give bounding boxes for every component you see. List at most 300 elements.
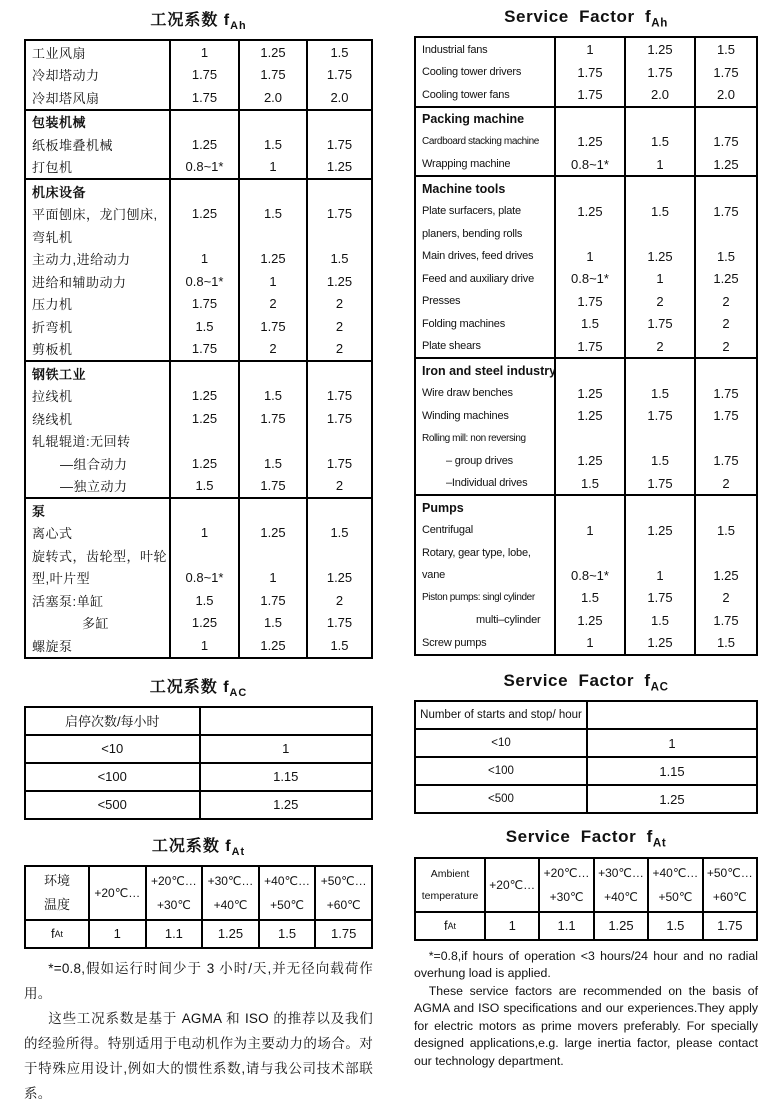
header-line1: Ambient bbox=[430, 867, 470, 880]
row-value: 1.5 bbox=[647, 913, 701, 939]
table-row bbox=[26, 156, 371, 179]
row-value: 1.25 bbox=[624, 631, 694, 654]
row-value: 1.75 bbox=[169, 338, 238, 361]
row-label: <10 bbox=[491, 737, 511, 750]
table-row bbox=[26, 497, 371, 522]
row-value: 1.75 bbox=[238, 475, 306, 498]
row-value bbox=[238, 111, 306, 134]
row-value: 1.75 bbox=[238, 64, 306, 87]
table-row bbox=[26, 634, 371, 657]
row-value: 1.15 bbox=[199, 764, 372, 790]
table-row bbox=[26, 203, 371, 226]
row-value: 1.75 bbox=[624, 61, 694, 84]
row-value: 1.5 bbox=[624, 130, 694, 153]
fah-en-title-subscript: Ah bbox=[651, 17, 668, 30]
table-row bbox=[416, 312, 756, 335]
temp-range-header bbox=[593, 859, 647, 911]
table-header-row bbox=[416, 702, 756, 728]
table-row bbox=[26, 109, 371, 134]
range-bottom: +40℃ bbox=[213, 898, 248, 913]
row-value bbox=[624, 222, 694, 245]
row-value: 1.75 bbox=[554, 61, 624, 84]
row-value: 1.5 bbox=[238, 385, 306, 408]
fat-row-label bbox=[26, 921, 88, 947]
fah-en-title-text: Service Factor f bbox=[504, 7, 652, 26]
row-value bbox=[306, 544, 371, 567]
row-value: 1.25 bbox=[306, 156, 371, 179]
row-label: 冷却塔动力 bbox=[32, 68, 100, 84]
row-value: 1.75 bbox=[238, 407, 306, 430]
table-row bbox=[416, 38, 756, 61]
table-row bbox=[416, 382, 756, 405]
row-label: Packing machine bbox=[422, 112, 525, 127]
table-row bbox=[416, 245, 756, 268]
row-label: 旋转式，齿轮型，叶轮 bbox=[32, 548, 168, 564]
fah-cn-title-subscript: Ah bbox=[230, 20, 247, 33]
row-value: 1.75 bbox=[314, 921, 371, 947]
row-value bbox=[554, 359, 624, 382]
row-label: – group drives bbox=[446, 454, 513, 467]
table-row bbox=[26, 567, 371, 590]
row-value bbox=[169, 180, 238, 203]
temp-range-header bbox=[538, 859, 592, 911]
table-row bbox=[26, 41, 371, 64]
row-value: 1 bbox=[624, 267, 694, 290]
row-value: 1.75 bbox=[169, 86, 238, 109]
row-value: 2 bbox=[694, 586, 756, 609]
row-value: 1.25 bbox=[694, 564, 756, 587]
table-row bbox=[416, 541, 756, 564]
row-label: <100 bbox=[97, 769, 127, 785]
row-label: 剪板机 bbox=[32, 342, 73, 358]
row-value: 1.5 bbox=[624, 382, 694, 405]
fah-en-title bbox=[414, 7, 758, 29]
row-value: 1.75 bbox=[306, 452, 371, 475]
row-value: 1.75 bbox=[694, 609, 756, 632]
header-line2: 温度 bbox=[43, 897, 70, 913]
ambient-temperature-header bbox=[416, 859, 484, 911]
row-label: Rolling mill: non reversing bbox=[422, 432, 526, 444]
row-label: 轧辊辊道:无回转 bbox=[32, 434, 131, 450]
row-value: 2 bbox=[694, 312, 756, 335]
row-value: 1.5 bbox=[306, 634, 371, 657]
table-row bbox=[416, 586, 756, 609]
row-label: <10 bbox=[101, 741, 124, 757]
fac-en-title-subscript: AC bbox=[650, 681, 669, 694]
table-row bbox=[26, 430, 371, 453]
fah-cn-title bbox=[24, 7, 373, 32]
row-value bbox=[169, 544, 238, 567]
row-value bbox=[624, 496, 694, 519]
row-value bbox=[624, 427, 694, 450]
row-value: 1.75 bbox=[694, 130, 756, 153]
row-label: vane bbox=[422, 569, 446, 582]
row-label: 包装机械 bbox=[32, 115, 87, 131]
row-value bbox=[624, 108, 694, 131]
row-label: 型,叶片型 bbox=[32, 571, 91, 587]
row-label: 主动力,进给动力 bbox=[32, 252, 131, 268]
row-value bbox=[306, 499, 371, 522]
row-label: 平面刨床，龙门刨床, bbox=[32, 207, 158, 223]
row-value: 2 bbox=[624, 335, 694, 358]
row-value bbox=[238, 544, 306, 567]
range-top: +20℃… bbox=[94, 886, 141, 901]
row-label: 钢铁工业 bbox=[32, 366, 87, 382]
row-value: 0.8~1* bbox=[554, 153, 624, 176]
starts-per-hour-header: Number of starts and stop/ hour bbox=[420, 709, 582, 722]
row-value: 0.8~1* bbox=[169, 156, 238, 179]
row-value: 1 bbox=[586, 730, 756, 756]
table-row bbox=[26, 270, 371, 293]
row-value: 1.5 bbox=[694, 519, 756, 542]
row-value: 1.75 bbox=[169, 64, 238, 87]
row-value bbox=[306, 180, 371, 203]
range-bottom: +60℃ bbox=[712, 889, 747, 904]
table-row bbox=[416, 267, 756, 290]
row-label: 折弯机 bbox=[32, 319, 73, 335]
range-top: +50℃… bbox=[706, 865, 753, 880]
row-label: <100 bbox=[488, 765, 514, 778]
row-value: 1.25 bbox=[624, 519, 694, 542]
table-row bbox=[416, 728, 756, 756]
row-value: 1 bbox=[169, 41, 238, 64]
table-row bbox=[26, 315, 371, 338]
row-label: –Individual drives bbox=[446, 477, 528, 490]
footnotes-en bbox=[414, 948, 758, 1071]
row-value: 2 bbox=[238, 338, 306, 361]
table-row bbox=[26, 133, 371, 156]
table-row bbox=[416, 404, 756, 427]
row-label: Plate shears bbox=[422, 340, 481, 353]
row-value bbox=[694, 496, 756, 519]
row-value bbox=[554, 496, 624, 519]
range-bottom: +40℃ bbox=[604, 889, 638, 904]
row-value: 1.75 bbox=[694, 61, 756, 84]
empty-header-cell bbox=[199, 708, 372, 734]
row-value: 2 bbox=[306, 338, 371, 361]
row-value: 2 bbox=[306, 589, 371, 612]
empty-header-cell bbox=[586, 702, 756, 728]
row-value: 2.0 bbox=[624, 83, 694, 106]
row-value bbox=[238, 362, 306, 385]
row-label: Cooling tower fans bbox=[422, 88, 510, 101]
row-value: 1.75 bbox=[694, 449, 756, 472]
table-row bbox=[416, 200, 756, 223]
range-bottom: +30℃ bbox=[549, 889, 584, 904]
range-bottom: +60℃ bbox=[326, 898, 361, 913]
row-value: 1.75 bbox=[306, 407, 371, 430]
row-value bbox=[169, 362, 238, 385]
row-label: 多缸 bbox=[82, 616, 110, 632]
table-row bbox=[416, 222, 756, 245]
table-row bbox=[416, 153, 756, 176]
row-value bbox=[694, 222, 756, 245]
table-row bbox=[416, 564, 756, 587]
chinese-column bbox=[24, 4, 373, 1106]
fat-label-subscript: At bbox=[54, 929, 63, 940]
row-value: 1 bbox=[554, 245, 624, 268]
range-top: +40℃… bbox=[264, 874, 311, 889]
row-value: 1 bbox=[169, 248, 238, 271]
row-value: 1.75 bbox=[306, 133, 371, 156]
row-label: Plate surfacers, plate bbox=[422, 205, 521, 218]
row-value: 1 bbox=[238, 270, 306, 293]
range-top: +50℃… bbox=[320, 874, 367, 889]
row-value: 1.75 bbox=[624, 312, 694, 335]
header-line2: temperature bbox=[421, 889, 479, 902]
row-value: 1 bbox=[484, 913, 538, 939]
row-value bbox=[624, 359, 694, 382]
row-label: 进给和辅助动力 bbox=[32, 274, 127, 290]
table-row bbox=[416, 494, 756, 519]
row-value: 1.5 bbox=[554, 312, 624, 335]
table-row bbox=[416, 756, 756, 784]
fac-cn-title-subscript: AC bbox=[229, 686, 248, 699]
row-value: 1.75 bbox=[306, 612, 371, 635]
row-value: 1.25 bbox=[624, 38, 694, 61]
row-value bbox=[694, 108, 756, 131]
row-label: Main drives, feed drives bbox=[422, 250, 534, 263]
row-label: Pumps bbox=[422, 500, 464, 515]
table-row bbox=[416, 335, 756, 358]
row-value: 1.5 bbox=[624, 609, 694, 632]
row-value: 1 bbox=[554, 631, 624, 654]
row-label: —独立动力 bbox=[60, 479, 128, 495]
row-value: 1.25 bbox=[694, 153, 756, 176]
table-row bbox=[26, 612, 371, 635]
row-label: Cardboard stacking machine bbox=[422, 136, 539, 148]
table-row bbox=[416, 130, 756, 153]
row-label: Folding machines bbox=[422, 317, 506, 330]
row-value: 1.5 bbox=[554, 472, 624, 495]
row-value: 2.0 bbox=[238, 86, 306, 109]
table-row bbox=[26, 338, 371, 361]
table-row bbox=[26, 790, 371, 818]
row-value: 1.75 bbox=[306, 385, 371, 408]
table-row bbox=[26, 64, 371, 87]
asterisk-note: *=0.8,if hours of operation <3 hours/24 hour and no radial overhung load is applied. bbox=[414, 948, 758, 981]
row-value: 1.25 bbox=[169, 133, 238, 156]
row-label: 离心式 bbox=[32, 526, 73, 542]
row-value: 1.5 bbox=[694, 245, 756, 268]
table-row bbox=[416, 784, 756, 812]
row-value: 1.25 bbox=[169, 203, 238, 226]
row-value bbox=[169, 225, 238, 248]
row-value: 1.75 bbox=[694, 404, 756, 427]
starts-per-hour-header: 启停次数/每小时 bbox=[64, 714, 160, 730]
row-value: 2.0 bbox=[306, 86, 371, 109]
row-value: 2 bbox=[694, 290, 756, 313]
row-label: Cooling tower drivers bbox=[422, 66, 522, 79]
row-value bbox=[169, 499, 238, 522]
row-label: 冷却塔风扇 bbox=[32, 90, 100, 106]
row-value: 1.1 bbox=[145, 921, 202, 947]
row-value: 1.25 bbox=[238, 248, 306, 271]
row-value: 1.25 bbox=[554, 200, 624, 223]
row-label: 泵 bbox=[32, 503, 46, 519]
range-bottom: +30℃ bbox=[156, 898, 191, 913]
row-value bbox=[554, 427, 624, 450]
row-value: 2 bbox=[238, 293, 306, 316]
row-label: multi–cylinder bbox=[476, 614, 541, 627]
row-value: 1 bbox=[238, 156, 306, 179]
row-label: 活塞泵:单缸 bbox=[32, 593, 104, 609]
table-row bbox=[26, 734, 371, 762]
row-value: 1.25 bbox=[201, 921, 258, 947]
range-top: +30℃… bbox=[598, 865, 644, 880]
row-value bbox=[306, 362, 371, 385]
row-value: 1.5 bbox=[169, 475, 238, 498]
row-value: 1.5 bbox=[624, 200, 694, 223]
temp-range-header bbox=[702, 859, 756, 911]
row-value: 2 bbox=[694, 472, 756, 495]
range-top: +40℃… bbox=[652, 865, 699, 880]
row-value: 1.5 bbox=[238, 452, 306, 475]
fah-en-table bbox=[414, 36, 758, 656]
temp-range-header bbox=[145, 867, 202, 919]
row-label: Presses bbox=[422, 295, 461, 308]
row-value: 1 bbox=[624, 153, 694, 176]
row-value: 1.25 bbox=[624, 245, 694, 268]
recommendation-note: 这些工况系数是基于 AGMA 和 ISO 的推荐以及我们的经验所得。特别适用于电动机作为主要动力的场合。对于特殊应用设计,例如大的惯性系数,请与我公司技术部联系。 bbox=[24, 1011, 373, 1102]
recommendation-note: These service factors are recommended on the basis of AGMA and ISO specifications and our experiences.They apply for electric motors as prime movers preferably. For specially designed applications,e.g. large inertia factor, please contact our technology department. bbox=[414, 983, 758, 1068]
temp-range-header bbox=[88, 867, 145, 919]
range-bottom: +50℃ bbox=[658, 889, 693, 904]
row-value: 0.8~1* bbox=[169, 567, 238, 590]
fat-cn-table bbox=[24, 865, 373, 949]
row-label: 弯轧机 bbox=[32, 229, 73, 245]
table-header-row bbox=[416, 859, 756, 911]
row-value: 1.75 bbox=[554, 335, 624, 358]
row-value: 1.25 bbox=[169, 385, 238, 408]
row-value: 1.5 bbox=[306, 248, 371, 271]
row-value: 1.25 bbox=[238, 41, 306, 64]
row-value: 2.0 bbox=[694, 83, 756, 106]
row-value bbox=[306, 430, 371, 453]
fat-en-title-text: Service Factor f bbox=[505, 827, 653, 847]
table-row bbox=[26, 293, 371, 316]
range-top: +30℃… bbox=[207, 874, 254, 889]
table-row bbox=[26, 475, 371, 498]
row-value: 2 bbox=[306, 293, 371, 316]
row-label: Wrapping machine bbox=[422, 158, 511, 171]
row-value: 2 bbox=[624, 290, 694, 313]
range-top: +20℃… bbox=[543, 865, 590, 880]
table-row bbox=[416, 631, 756, 654]
row-value: 1.75 bbox=[306, 203, 371, 226]
row-value: 1.5 bbox=[238, 133, 306, 156]
row-value: 1.5 bbox=[694, 38, 756, 61]
fac-en-table bbox=[414, 700, 758, 814]
table-row bbox=[416, 106, 756, 131]
english-column bbox=[414, 4, 758, 1106]
row-label: Piston pumps: singl cylinder bbox=[422, 592, 535, 604]
fah-cn-title-text: 工况系数 f bbox=[150, 12, 231, 29]
row-value: 1.25 bbox=[554, 449, 624, 472]
row-value bbox=[169, 111, 238, 134]
row-label: <500 bbox=[97, 797, 127, 813]
row-value bbox=[238, 430, 306, 453]
row-value bbox=[554, 177, 624, 200]
row-label: —组合动力 bbox=[60, 456, 128, 472]
row-value bbox=[306, 225, 371, 248]
table-header-row bbox=[26, 708, 371, 734]
row-label: 压力机 bbox=[32, 297, 73, 313]
row-value: 1.75 bbox=[624, 586, 694, 609]
row-value: 1.75 bbox=[694, 200, 756, 223]
fat-en-title bbox=[414, 827, 758, 849]
row-value: 1.5 bbox=[624, 449, 694, 472]
row-value: 0.8~1* bbox=[554, 267, 624, 290]
row-value: 1 bbox=[169, 634, 238, 657]
row-value: 1.75 bbox=[694, 382, 756, 405]
row-value: 1.5 bbox=[238, 612, 306, 635]
table-row bbox=[26, 248, 371, 271]
table-row bbox=[26, 522, 371, 545]
row-value: 1 bbox=[169, 522, 238, 545]
fac-cn-title bbox=[24, 674, 373, 699]
row-value: 1.25 bbox=[169, 452, 238, 475]
row-value: 0.8~1* bbox=[554, 564, 624, 587]
fat-label-text: f bbox=[51, 926, 55, 942]
footnotes-cn bbox=[24, 956, 373, 1106]
row-value: 1.25 bbox=[306, 567, 371, 590]
row-value: 1 bbox=[88, 921, 145, 947]
fat-cn-title bbox=[24, 833, 373, 858]
row-value: 1.75 bbox=[554, 290, 624, 313]
row-value bbox=[554, 108, 624, 131]
temp-range-header bbox=[201, 867, 258, 919]
range-top: +20℃… bbox=[150, 874, 197, 889]
row-label: 螺旋泵 bbox=[32, 638, 73, 654]
row-value: 1.5 bbox=[306, 522, 371, 545]
row-value: 1.25 bbox=[586, 786, 756, 812]
table-row bbox=[416, 61, 756, 84]
row-value bbox=[238, 499, 306, 522]
row-value: 1 bbox=[238, 567, 306, 590]
row-value: 1.75 bbox=[238, 589, 306, 612]
row-value: 1.75 bbox=[702, 913, 756, 939]
row-label: Iron and steel industry bbox=[422, 363, 557, 378]
row-value: 1 bbox=[554, 519, 624, 542]
fat-row-label bbox=[416, 913, 484, 939]
row-value bbox=[694, 177, 756, 200]
row-value: 1.1 bbox=[538, 913, 592, 939]
ambient-temperature-header bbox=[26, 867, 88, 919]
table-row bbox=[416, 472, 756, 495]
row-label: Machine tools bbox=[422, 181, 506, 196]
row-label: Screw pumps bbox=[422, 636, 487, 649]
row-label: planers, bending rolls bbox=[422, 227, 523, 240]
fat-en-title-subscript: At bbox=[652, 837, 667, 850]
header-line1: 环境 bbox=[43, 873, 70, 889]
fat-label-subscript: At bbox=[447, 920, 456, 931]
row-value: 1 bbox=[554, 38, 624, 61]
row-label: 绕线机 bbox=[32, 411, 73, 427]
temp-range-header bbox=[258, 867, 315, 919]
table-row bbox=[26, 919, 371, 947]
row-value: 1.75 bbox=[624, 404, 694, 427]
table-row bbox=[26, 544, 371, 567]
temp-range-header bbox=[314, 867, 371, 919]
range-bottom: +50℃ bbox=[270, 898, 305, 913]
row-value bbox=[694, 427, 756, 450]
fac-cn-table bbox=[24, 706, 373, 820]
fat-cn-title-text: 工况系数 f bbox=[151, 837, 232, 855]
row-value: 1.25 bbox=[306, 270, 371, 293]
table-row bbox=[26, 385, 371, 408]
row-value bbox=[694, 541, 756, 564]
